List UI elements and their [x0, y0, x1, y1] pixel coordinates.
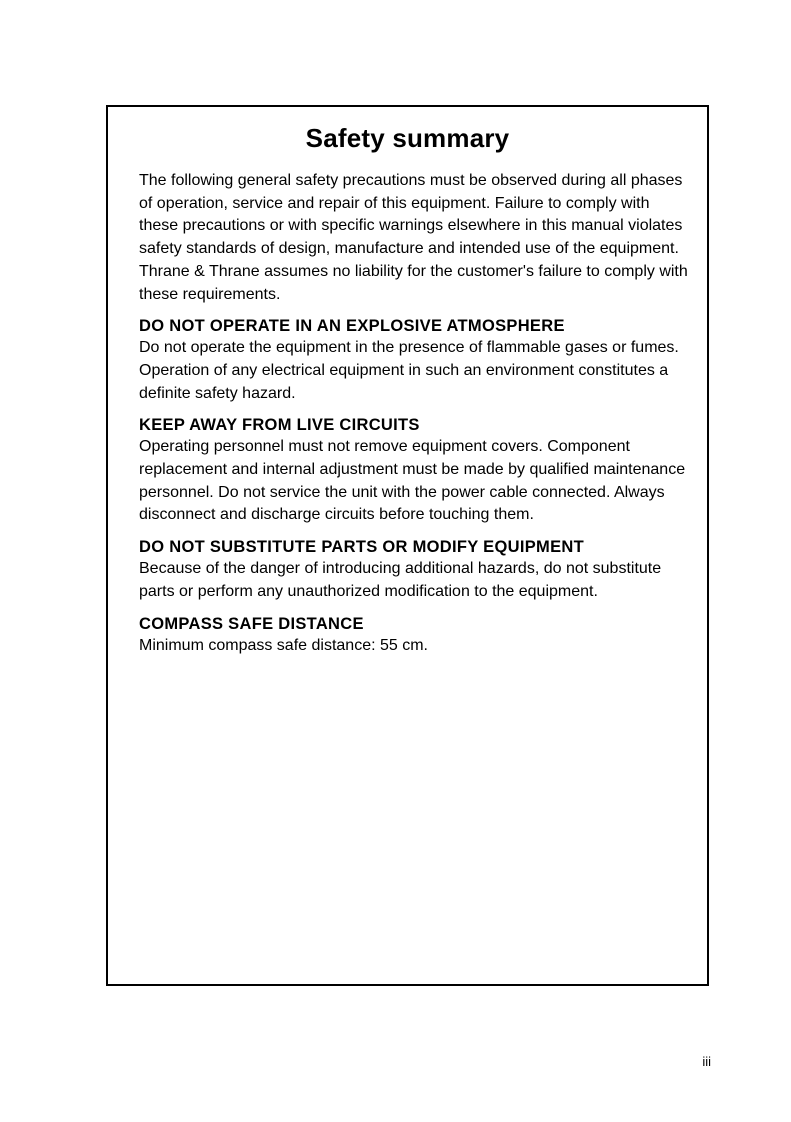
- section-heading: KEEP AWAY FROM LIVE CIRCUITS: [139, 416, 420, 435]
- section-body: Operating personnel must not remove equipment covers. Component replacement and internal adjustment must be made by qualified maintenance personnel. Do not service the unit with the power cable connected. Always disconnect and discharge circuits before touching them.: [139, 438, 686, 524]
- section-body: Minimum compass safe distance: 55 cm.: [139, 636, 428, 654]
- section-live-circuits: [139, 414, 691, 527]
- intro-paragraph: The following general safety precautions must be observed during all phases of operation, service and repair of this equipment. Failure to comply with these precautions or with specific warnings elsewhere in this manual violates safety standards of design, manufacture and intended use of the equipment. Thrane & Thrane assumes no liability for the customer's failure to comply with these requirements.: [139, 172, 688, 303]
- safety-content: [139, 170, 691, 657]
- section-heading: DO NOT SUBSTITUTE PARTS OR MODIFY EQUIPMENT: [139, 538, 584, 557]
- section-heading: DO NOT OPERATE IN AN EXPLOSIVE ATMOSPHERE: [139, 317, 565, 336]
- section-heading: COMPASS SAFE DISTANCE: [139, 614, 364, 633]
- safety-summary-frame: [106, 105, 709, 986]
- page-title: Safety summary: [305, 123, 510, 153]
- section-compass-distance: [139, 613, 691, 658]
- section-explosive-atmosphere: [139, 315, 691, 405]
- section-body: Do not operate the equipment in the presence of flammable gases or fumes. Operation of any electrical equipment in such an environment constitutes a definite safety hazard.: [139, 339, 679, 402]
- page-number: iii: [702, 1054, 711, 1069]
- section-body: Because of the danger of introducing additional hazards, do not substitute parts or perform any unauthorized modification to the equipment.: [139, 560, 662, 600]
- section-substitute-parts: [139, 536, 691, 603]
